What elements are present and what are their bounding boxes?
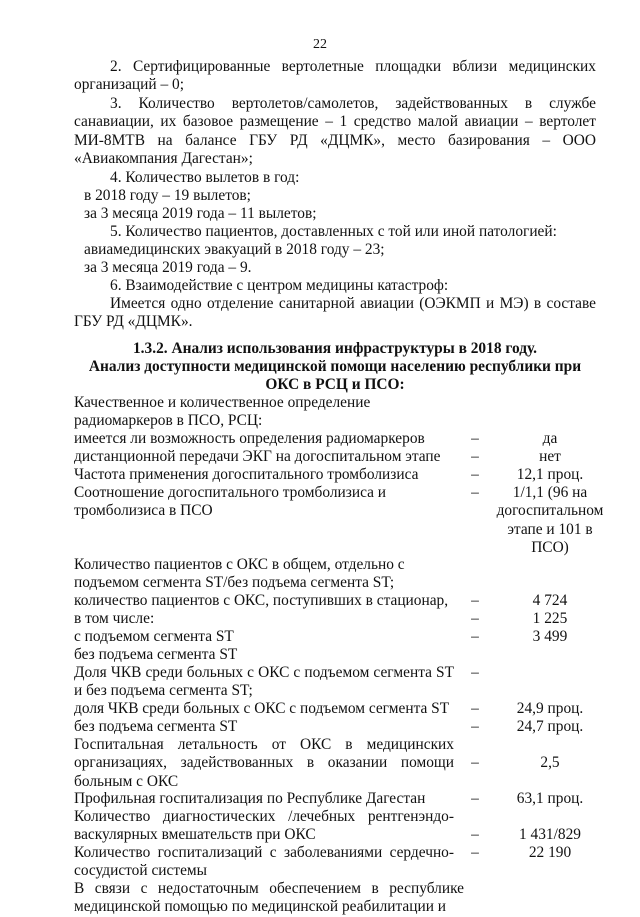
row-label: Количество госпитализаций с заболеваниями сердечно-сосудистой системы (74, 844, 454, 880)
row-dash: – (471, 664, 479, 681)
row-dash: – (471, 592, 479, 609)
section-heading-line1: 1.3.2. Анализ использования инфраструктуры в 2018 году. (132, 340, 538, 357)
section-heading-line3: ОКС в РСЦ и ПСО: (265, 376, 405, 393)
row-dash: – (471, 700, 479, 717)
paragraph-flights-2018: в 2018 году – 19 вылетов; (84, 187, 251, 204)
paragraph-evacuations-2019: за 3 месяца 2019 года – 9. (84, 259, 252, 276)
paragraph-evacuations-2018: авиамедицинских эвакуаций в 2018 году – 23; (84, 241, 385, 258)
row-label: Количество пациентов с ОКС в общем, отдельно с подъемом сегмента ST/без подъема сегмента ST; (74, 556, 405, 592)
row-label: Количество диагностических /лечебных рентгенэндо-васкулярных вмешательств при ОКС (74, 808, 454, 844)
row-value: 3 499 (532, 628, 568, 645)
row-dash: – (471, 718, 479, 735)
paragraph-flights-title: 4. Количество вылетов в год: (110, 169, 300, 186)
row-dash: – (471, 826, 479, 843)
paragraph-patients-title: 5. Количество пациентов, доставленных с той или иной патологией: (110, 223, 557, 240)
paragraph-interaction-title: 6. Взаимодействие с центром медицины катастроф: (110, 277, 449, 294)
row-label: Частота применения догоспитального тромболизиса (74, 466, 419, 483)
row-dash: – (471, 466, 479, 483)
row-value: 1/1,1 (96 на догоспитальном этапе и 101 в ПСО) (496, 484, 604, 557)
paragraph-helipads: 2. Сертифицированные вертолетные площадки вблизи медицинских организаций – 0; (74, 58, 596, 94)
row-label: дистанционной передачи ЭКГ на догоспитальном этапе (74, 448, 441, 465)
row-value: 2,5 (540, 754, 560, 771)
row-dash: – (471, 484, 479, 501)
row-label: Профильная госпитализация по Республике Дагестан (74, 790, 426, 807)
section-heading-line2: Анализ доступности медицинской помощи населению республики при (88, 358, 582, 375)
row-value: 24,7 проц. (516, 718, 584, 735)
row-label: без подъема сегмента ST (74, 718, 238, 735)
row-dash: – (471, 430, 479, 447)
row-value: нет (539, 448, 561, 465)
paragraph-aircraft: 3. Количество вертолетов/самолетов, задействованных в службе санавиации, их базовое размещение – 1 средство малой авиации – вертолет МИ-8МТВ на балансе ГБУ РД «ДЦМК», место базирования – ООО «Авиакомпания Дагестан»; (74, 95, 596, 168)
row-dash: – (471, 628, 479, 645)
row-label: имеется ли возможность определения радиомаркеров (74, 430, 425, 447)
row-label: Доля ЧКВ среди больных с ОКС с подъемом сегмента ST и без подъема сегмента ST; (74, 664, 454, 700)
row-label: Соотношение догоспитального тромболизиса и тромболизиса в ПСО (74, 484, 387, 520)
paragraph-aviation-department: Имеется одно отделение санитарной авиации (ОЭКМП и МЭ) в составе ГБУ РД «ДЦМК». (74, 295, 596, 331)
row-dash: – (471, 790, 479, 807)
row-value: да (542, 430, 558, 447)
paragraph-flights-2019: за 3 месяца 2019 года – 11 вылетов; (84, 205, 317, 222)
row-value: 4 724 (532, 592, 568, 609)
row-value: 12,1 проц. (516, 466, 584, 483)
row-dash: – (471, 754, 479, 771)
row-value: 24,9 проц. (516, 700, 584, 717)
row-label: доля ЧКВ среди больных с ОКС с подъемом сегмента ST (74, 700, 450, 717)
row-value: 1 225 (532, 610, 568, 627)
row-label: Госпитальная летальность от ОКС в медицинских организациях, задействованных в оказании помощи больным с ОКС (74, 736, 454, 790)
row-value: 1 431/829 (519, 826, 581, 843)
row-label: количество пациентов с ОКС, поступивших в стационар, в том числе: (74, 592, 449, 628)
document-page: 22 2. Сертифицированные вертолетные площадки вблизи медицинских организаций – 0; 3. Количество вертолетов/самолетов, задействованных в службе санавиации, их базовое размещение – 1 средство малой авиации – вертолет МИ-8МТВ на балансе ГБУ РД «ДЦМК», место базирования – ООО «Авиакомпания Дагестан»; 4. Количество вылетов в год: в 2018 году – 19 вылетов; за 3 месяца 2019 года – 11 вылетов; 5. Количество пациентов, доставленных с той или иной патологией: авиамедицинских эвакуаций в 2018 году – 23; за 3 месяца 2019 года – 9. 6. Взаимодействие с центром медицины катастроф: Имеется одно отделение санитарной авиации (ОЭКМП и МЭ) в составе ГБУ РД «ДЦМК». 1.3.2. Анализ использования инфраструктуры в 2018 году. Анализ доступности медицинской помощи населению республики при ОКС в РСЦ и ПСО: Качественное и количественное определение радиомаркеров в ПСО, РСЦ: имеется ли возможность определения радиомаркеров – да дистанционной передачи ЭКГ на догоспитальном этапе – нет Частота применения догоспитального тромболизиса – 12,1 проц. Соотношение догоспитального тромболизиса и тромболизиса в ПСО – 1/1,1 (96 на догоспитальном этапе и 101 в ПСО) Количество пациентов с ОКС в общем, отдельно с подъемом сегмента ST/без подъема сегмента ST; количество пациентов с ОКС, поступивших в стационар, в том числе: – 4 724 – 1 225 с подъемом сегмента ST – 3 499 без подъема сегмента ST Доля ЧКВ среди больных с ОКС с подъемом сегмента ST и без подъема сегмента ST; – доля ЧКВ среди больных с ОКС с подъемом сегмента ST – 24,9 проц. без подъема сегмента ST – 24,7 проц. Госпитальная летальность от ОКС в медицинских организациях, задействованных в оказании помощи больным с ОКС – 2,5 Профильная госпитализация по Республике Дагестан – 63,1 проц. Количество диагностических /лечебных рентгенэндо-васкулярных вмешательств при ОКС – 1 431/829 Количество госпитализаций с заболеваниями сердечно-сосудистой системы – 22 190 В связи с недостаточным обеспечением в республике медицинской помощью по медицинской реабилитации и (0, 0, 640, 905)
page-number: 22 (313, 37, 327, 52)
row-label: без подъема сегмента ST (74, 646, 238, 663)
row-dash: – (471, 448, 479, 465)
row-label: с подъемом сегмента ST (74, 628, 234, 645)
row-value: 22 190 (528, 844, 572, 861)
row-label: В связи с недостаточным обеспечением в республике медицинской помощью по медицинской реабилитации и (74, 880, 464, 916)
row-dash: – (471, 844, 479, 861)
row-dash: – (471, 610, 479, 627)
row-value: 63,1 проц. (516, 790, 584, 807)
